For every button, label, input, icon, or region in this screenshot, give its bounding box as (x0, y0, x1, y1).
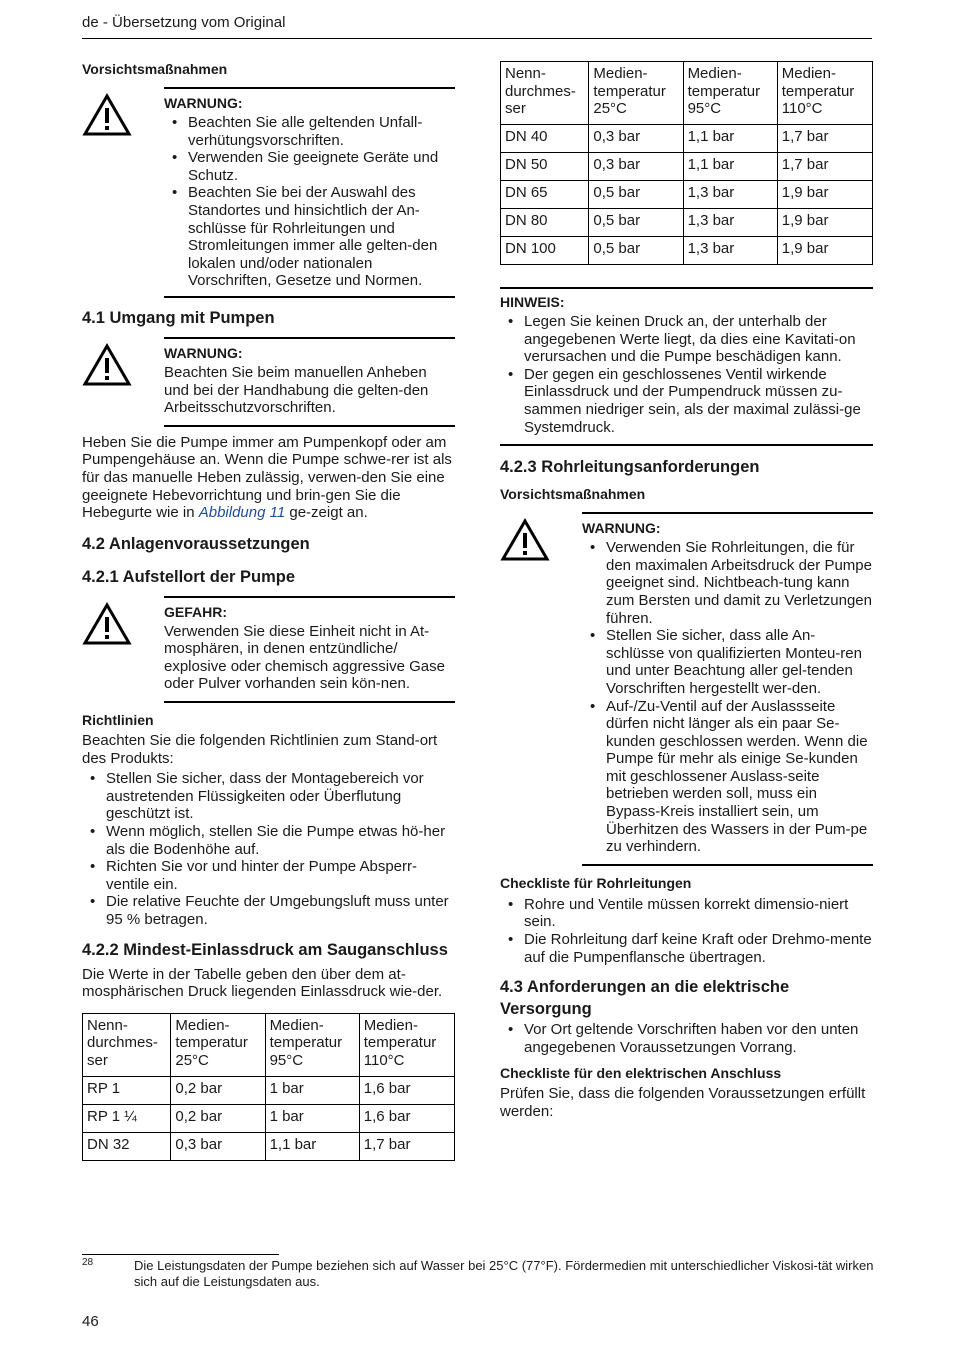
figure-11-link[interactable]: Abbildung 11 (198, 504, 286, 522)
electrical-checklist-heading: Checkliste für den elektrischen Anschluss (500, 1065, 782, 1082)
footnote-text: Die Leistungsdaten der Pumpe beziehen sich auf Wasser bei 25°C (77°F). Fördermedien mit unterschiedlicher Viskosi-tät wirken sich auf die Leistungsdaten aus. (134, 1258, 874, 1289)
list-item: • Beachten Sie alle geltenden Unfall-verhütungsvorschriften. (164, 114, 455, 149)
footnote-rule (82, 1254, 279, 1255)
table-cell: DN 32 (83, 1132, 171, 1160)
electrical-checklist-intro: Prüfen Sie, dass die folgenden Voraussetzungen erfüllt werden: (500, 1085, 866, 1120)
lifting-paragraph (82, 434, 455, 522)
section-4-3-list (500, 1021, 873, 1056)
right-column (500, 61, 873, 1121)
table-cell: 1,1 bar (683, 153, 777, 181)
table-row (501, 153, 873, 181)
warning-triangle-icon (82, 337, 164, 427)
table-cell: 1,3 bar (683, 209, 777, 237)
paragraph-text: ge-zeigt an. (285, 504, 368, 522)
danger-title: GEFAHR: (164, 603, 227, 620)
list-item: • Die relative Feuchte der Umgebungsluft muss unter 95 % betragen. (82, 893, 455, 928)
list-item: • Richten Sie vor und hinter der Pumpe Absperr-ventile ein. (82, 858, 455, 893)
table-cell: 0,3 bar (589, 153, 683, 181)
section-4-2-1-heading: 4.2.1 Aufstellort der Pumpe (82, 567, 296, 586)
table-cell: RP 1 (83, 1076, 171, 1104)
warning-title: WARNUNG: (164, 95, 243, 111)
section-4-3-heading: 4.3 Anforderungen an die elektrische Versorgung (500, 978, 790, 1019)
column-header: Medien-temperatur 110°C (777, 62, 872, 125)
table-cell: 1,1 bar (265, 1132, 359, 1160)
table-cell: 1,3 bar (683, 181, 777, 209)
list-item: • Die Rohrleitung darf keine Kraft oder Drehmo-mente auf die Pumpenflansche übertragen. (500, 931, 873, 966)
column-header: Medien-temperatur 95°C (265, 1013, 359, 1076)
table-header-row (83, 1013, 455, 1076)
warning-triangle-icon (500, 512, 582, 866)
table-cell: 0,5 bar (589, 237, 683, 265)
table-intro: Die Werte in der Tabelle geben den über dem at-mosphärischen Druck liegenden Einlassdruck wie-der. (82, 965, 443, 1001)
table-row (501, 125, 873, 153)
footnote-number: 28 (82, 1257, 94, 1268)
list-item: • Stellen Sie sicher, dass der Montagebereich vor austretenden Flüssigkeiten oder Überflutung geschützt ist. (82, 770, 455, 823)
column-header: Medien-temperatur 25°C (589, 62, 683, 125)
table-cell: 0,2 bar (171, 1076, 265, 1104)
table-row (83, 1076, 455, 1104)
list-item: • Wenn möglich, stellen Sie die Pumpe etwas hö-her als die Bodenhöhe auf. (82, 823, 455, 858)
list-item: • Der gegen ein geschlossenes Ventil wirkende Einlassdruck und der Pumpendruck müssen zu-sammen niedriger sein, als der maximal zulässi-ge Systemdruck. (500, 366, 873, 436)
inlet-pressure-table-continued (500, 61, 873, 265)
table-cell: 0,5 bar (589, 181, 683, 209)
warning-text: Beachten Sie beim manuellen Anheben und bei der Handhabung die gelten-den Arbeitsschutzvorschriften. (164, 363, 429, 417)
table-cell: 1,9 bar (777, 181, 872, 209)
table-cell: DN 100 (501, 237, 589, 265)
section-4-2-2-heading: 4.2.2 Mindest-Einlassdruck am Sauganschluss (82, 940, 448, 959)
header-rule (82, 38, 872, 39)
warning-list (582, 539, 873, 856)
list-item: • Beachten Sie bei der Auswahl des Standortes und hinsichtlich der An-schlüsse für Rohrleitungen und Stromleitungen immer alle gelten-den lokalen und/oder nationalen Vorschriften, Gesetze und Normen. (164, 184, 455, 290)
warning-list (164, 114, 455, 290)
column-header: Nenn-durchmes-ser (501, 62, 589, 125)
list-item: • Verwenden Sie geeignete Geräte und Schutz. (164, 149, 455, 184)
list-item: • Auf-/Zu-Ventil auf der Auslassseite dürfen nicht länger als ein paar Se-kunden geschlossen werden. Wenn die Pumpe für mehr als einige Se-kunden mit geschlossener Auslass-seite betrieben werden soll, muss ein Bypass-Kreis installiert sein, um Überhitzen des Wassers in der Pum-pe zu verhindern. (582, 698, 873, 856)
table-cell: DN 50 (501, 153, 589, 181)
danger-box (164, 596, 455, 703)
table-cell: 1,7 bar (359, 1132, 454, 1160)
note-box (500, 287, 873, 446)
warning-notice-general (82, 87, 455, 298)
table-cell: 1,1 bar (683, 125, 777, 153)
warning-box (164, 87, 455, 298)
table-cell: 1,7 bar (777, 153, 872, 181)
page-header: de - Übersetzung vom Original (82, 14, 286, 31)
note-list (500, 313, 873, 436)
warning-box (164, 337, 455, 427)
table-cell: 1,9 bar (777, 209, 872, 237)
table-cell: 0,3 bar (589, 125, 683, 153)
table-cell: 1,9 bar (777, 237, 872, 265)
table-row (83, 1132, 455, 1160)
column-header: Medien-temperatur 95°C (683, 62, 777, 125)
section-4-1-heading: 4.1 Umgang mit Pumpen (82, 308, 275, 327)
note-title: HINWEIS: (500, 294, 565, 310)
guidelines-list (82, 770, 455, 928)
table-cell: 1,6 bar (359, 1076, 454, 1104)
warning-notice-handling (82, 337, 455, 427)
table-cell: 0,3 bar (171, 1132, 265, 1160)
table-header-row (501, 62, 873, 125)
paragraph-text: Heben Sie die Pumpe immer am Pumpenkopf oder am Pumpengehäuse an. Wenn die Pumpe schwe-rer ist als für das manuelle Heben zulässig, verwen-den Sie eine geeignete Hebevorrichtung und brin-gen Sie die Hebegurte wie in (82, 433, 452, 522)
precautions-heading: Vorsichtsmaßnahmen (500, 486, 646, 503)
left-column (82, 58, 455, 1161)
list-item: • Stellen Sie sicher, dass alle An-schlüsse von qualifizierten Monteu-ren und unter Beachtung aller gel-tenden Vorschriften hergestellt wer-den. (582, 627, 873, 697)
page-number: 46 (82, 1313, 99, 1330)
table-cell: 1 bar (265, 1076, 359, 1104)
table-cell: DN 80 (501, 209, 589, 237)
inlet-pressure-table (82, 1013, 455, 1161)
guidelines-heading: Richtlinien (82, 712, 154, 729)
table-cell: RP 1 ¼ (83, 1104, 171, 1132)
danger-notice (82, 596, 455, 703)
table-row (501, 237, 873, 265)
section-4-2-3-heading: 4.2.3 Rohrleitungsanforderungen (500, 458, 760, 477)
warning-title: WARNUNG: (582, 520, 661, 537)
list-item: • Vor Ort geltende Vorschriften haben vor den unten angegebenen Voraussetzungen Vorrang. (500, 1021, 873, 1056)
guidelines-intro: Beachten Sie die folgenden Richtlinien zum Stand-ort des Produkts: (82, 732, 438, 767)
precautions-heading: Vorsichtsmaßnahmen (82, 61, 228, 77)
column-header: Medien-temperatur 25°C (171, 1013, 265, 1076)
column-header: Medien-temperatur 110°C (359, 1013, 454, 1076)
pipe-checklist (500, 896, 873, 966)
warning-title: WARNUNG: (164, 344, 243, 361)
table-cell: DN 65 (501, 181, 589, 209)
table-cell: DN 40 (501, 125, 589, 153)
section-4-2-heading: 4.2 Anlagenvoraussetzungen (82, 534, 310, 553)
warning-triangle-icon (82, 596, 164, 703)
table-cell: 0,5 bar (589, 209, 683, 237)
list-item: • Verwenden Sie Rohrleitungen, die für den maximalen Arbeitsdruck der Pumpe geeignet sind. Nichtbeach-tung kann zum Bersten und damit zu Verletzungen führen. (582, 539, 873, 627)
warning-notice-piping (500, 512, 873, 866)
warning-box (582, 512, 873, 866)
column-header: Nenn-durchmes-ser (83, 1013, 171, 1076)
danger-text: Verwenden Sie diese Einheit nicht in At-mosphären, in denen entzündliche/ explosive oder chemisch aggressive Gase oder Pulver vorhanden sein kön-nen. (164, 622, 445, 693)
list-item: • Rohre und Ventile müssen korrekt dimensio-niert sein. (500, 896, 873, 931)
table-cell: 0,2 bar (171, 1104, 265, 1132)
table-cell: 1 bar (265, 1104, 359, 1132)
table-cell: 1,3 bar (683, 237, 777, 265)
table-row (501, 209, 873, 237)
table-row (83, 1104, 455, 1132)
table-cell: 1,6 bar (359, 1104, 454, 1132)
list-item: • Legen Sie keinen Druck an, der unterhalb der angegebenen Werte liegt, da dies eine Kavitati-on verursachen und die Pumpe beschädigen kann. (500, 313, 873, 366)
table-cell: 1,7 bar (777, 125, 872, 153)
warning-triangle-icon (82, 87, 164, 298)
table-row (501, 181, 873, 209)
pipe-checklist-heading: Checkliste für Rohrleitungen (500, 874, 692, 891)
